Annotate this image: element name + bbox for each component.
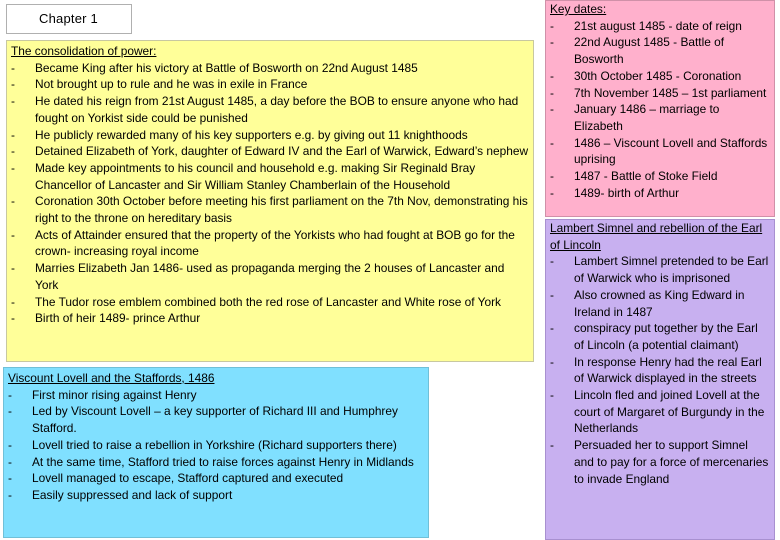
chapter-title: Chapter 1 xyxy=(39,11,98,26)
list-item: - 22nd August 1485 - Battle of Bosworth xyxy=(550,34,770,67)
list-item: - The Tudor rose emblem combined both the red rose of Lancaster and White rose of York xyxy=(11,294,529,311)
list-item: - conspiracy put together by the Earl of Lincoln (a potential claimant) xyxy=(550,320,770,353)
consolidation-list xyxy=(11,60,529,327)
list-item: - 7th November 1485 – 1st parliament xyxy=(550,85,770,102)
list-item: - He dated his reign from 21st August 1485, a day before the BOB to ensure anyone who had fought on Yorkist side could be punished xyxy=(11,93,529,126)
key-dates-heading: Key dates: xyxy=(550,2,607,16)
list-item: - In response Henry had the real Earl of Warwick displayed in the streets xyxy=(550,354,770,387)
list-item: - 21st august 1485 - date of reign xyxy=(550,18,770,35)
list-item: - Acts of Attainder ensured that the property of the Yorkists who had fought at BOB go for the crown- increasing royal income xyxy=(11,227,529,260)
list-item: - Detained Elizabeth of York, daughter of Edward IV and the Earl of Warwick, Edward’s nephew xyxy=(11,143,529,160)
list-item: - Led by Viscount Lovell – a key supporter of Richard III and Humphrey Stafford. xyxy=(8,403,424,436)
list-item: - Became King after his victory at Battle of Bosworth on 22nd August 1485 xyxy=(11,60,529,77)
list-item: - Made key appointments to his council and household e.g. making Sir Reginald Bray Chancellor of Lancaster and Sir William Stanley Chamberlain of the Household xyxy=(11,160,529,193)
list-item: - 30th October 1485 - Coronation xyxy=(550,68,770,85)
list-item: - Lincoln fled and joined Lovell at the court of Margaret of Burgundy in the Netherlands xyxy=(550,387,770,437)
list-item: - Lambert Simnel pretended to be Earl of Warwick who is imprisoned xyxy=(550,253,770,286)
list-item: - 1489- birth of Arthur xyxy=(550,185,770,202)
list-item: - Marries Elizabeth Jan 1486- used as propaganda merging the 2 houses of Lancaster and York xyxy=(11,260,529,293)
consolidation-of-power-box xyxy=(6,40,534,362)
list-item: - At the same time, Stafford tried to raise forces against Henry in Midlands xyxy=(8,454,424,471)
list-item: - Lovell tried to raise a rebellion in Yorkshire (Richard supporters there) xyxy=(8,437,424,454)
list-item: - Coronation 30th October before meeting his first parliament on the 7th Nov, demonstrating his right to the throne on hereditary basis xyxy=(11,193,529,226)
list-item: - January 1486 – marriage to Elizabeth xyxy=(550,101,770,134)
list-item: - 1487 - Battle of Stoke Field xyxy=(550,168,770,185)
simnel-heading: Lambert Simnel and rebellion of the Earl of Lincoln xyxy=(550,221,763,252)
list-item: - First minor rising against Henry xyxy=(8,387,424,404)
lovell-list xyxy=(8,387,424,504)
list-item: - Birth of heir 1489- prince Arthur xyxy=(11,310,529,327)
lambert-simnel-box xyxy=(545,219,775,540)
lovell-heading: Viscount Lovell and the Staffords, 1486 xyxy=(8,371,215,385)
list-item: - 1486 – Viscount Lovell and Staffords uprising xyxy=(550,135,770,168)
lovell-staffords-box xyxy=(3,367,429,538)
key-dates-list xyxy=(550,18,770,202)
key-dates-box xyxy=(545,0,775,217)
list-item: - Not brought up to rule and he was in exile in France xyxy=(11,76,529,93)
list-item: - Lovell managed to escape, Stafford captured and executed xyxy=(8,470,424,487)
chapter-title-box xyxy=(6,4,132,34)
consolidation-heading: The consolidation of power: xyxy=(11,44,157,58)
simnel-list xyxy=(550,253,770,487)
list-item: - Also crowned as King Edward in Ireland in 1487 xyxy=(550,287,770,320)
list-item: - Easily suppressed and lack of support xyxy=(8,487,424,504)
list-item: - He publicly rewarded many of his key supporters e.g. by giving out 11 knighthoods xyxy=(11,127,529,144)
list-item: - Persuaded her to support Simnel and to pay for a force of mercenaries to invade England xyxy=(550,437,770,487)
